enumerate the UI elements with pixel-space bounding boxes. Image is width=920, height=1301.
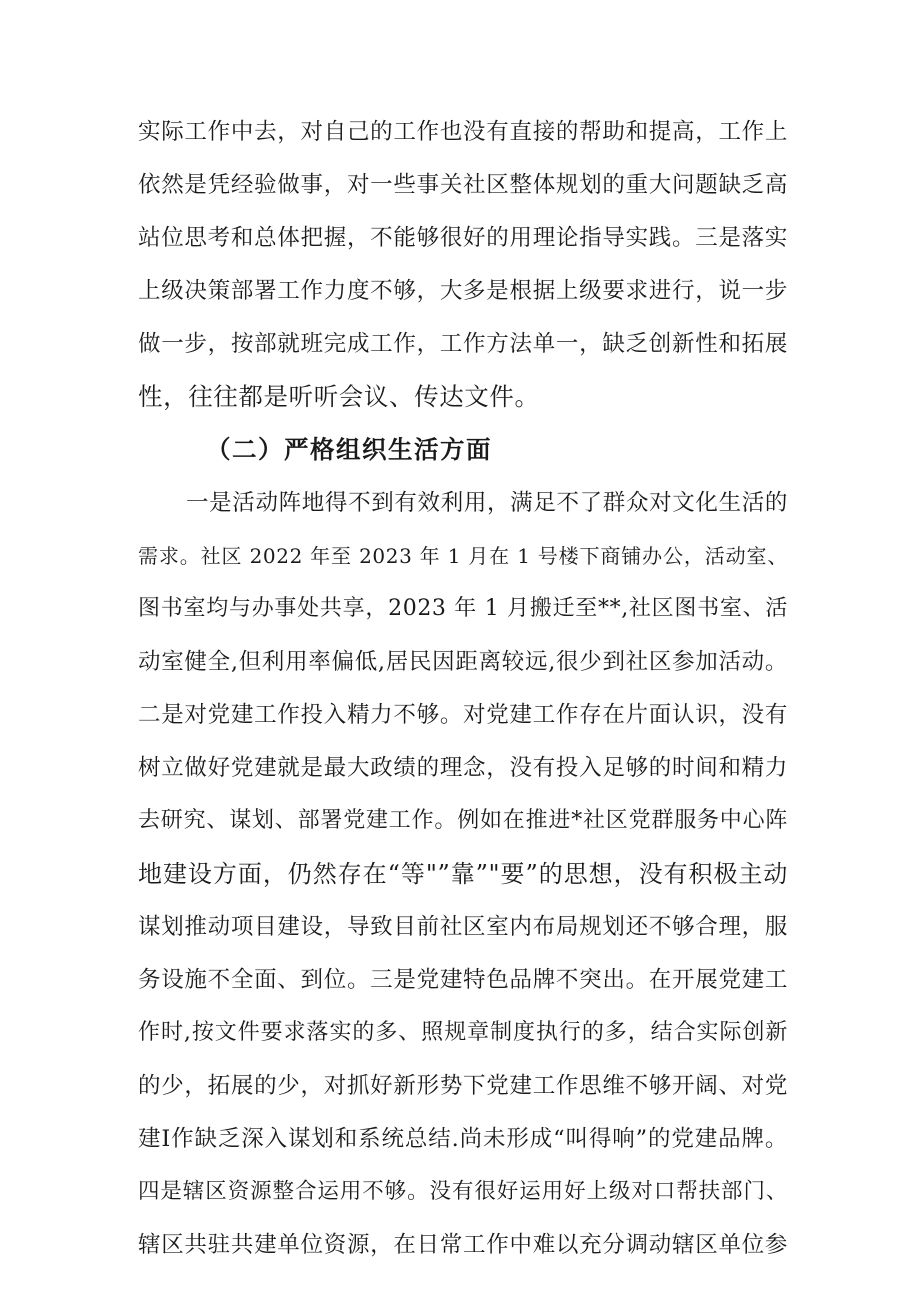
body-text-line: 做一步，按部就班完成工作，工作方法单一，缺乏创新性和拓展 — [138, 331, 788, 357]
section-heading: （二）严格组织生活方面 — [206, 435, 492, 464]
body-text-line: 去研究、谋划、部署党建工作。例如在推进*社区党群服务中心阵 — [138, 808, 788, 833]
body-text-line: 依然是凭经验做事，对一些事关社区整体规划的重大问题缺乏高 — [138, 172, 788, 198]
body-text-line: 四是辖区资源整合运用不够。没有很好运用好上级对口帮扶部门、 — [138, 1179, 788, 1204]
body-text-line: 站位思考和总体把握，不能够很好的用理论指导实践。三是落实 — [138, 225, 788, 251]
body-text-line: 的少，拓展的少，对抓好新形势下党建工作思维不够开阔、对党 — [138, 1073, 788, 1099]
body-text-line: 动室健全,但利用率偏低,居民因距离较远,很少到社区参加活动。 — [138, 649, 788, 675]
body-text-line: 建I作缺乏深入谋划和系统总结.尚未形成“叫得响”的党建品牌。 — [138, 1126, 788, 1152]
body-text-line: 作时,按文件要求落实的多、照规章制度执行的多，结合实际创新 — [138, 1020, 788, 1045]
body-text-line: 谋划推动项目建设，导致目前社区室内布局规划还不够合理，服 — [138, 914, 788, 940]
body-text-line: 务设施不全面、到位。三是党建特色品牌不突出。在开展党建工 — [138, 967, 788, 993]
body-text-line: 图书室均与办事处共享，2023 年 1 月搬迁至**,社区图书室、活 — [138, 596, 788, 621]
body-text-line: 上级决策部署工作力度不够，大多是根据上级要求进行，说一步 — [138, 278, 788, 304]
body-text-line: 需求。社区 2022 年至 2023 年 1 月在 1 号楼下商铺办公，活动室、 — [138, 544, 788, 568]
body-text-line: 实际工作中去，对自己的工作也没有直接的帮助和提高，工作上 — [138, 119, 788, 145]
body-text-line: 辖区共驻共建单位资源，在日常工作中难以充分调动辖区单位参 — [138, 1232, 788, 1258]
body-text-line: 树立做好党建就是最大政绩的理念，没有投入足够的时间和精力 — [138, 755, 788, 781]
body-text-line: 地建设方面，仍然存在“等"”靠”"要”的思想，没有积极主动 — [138, 860, 788, 888]
body-text-line: 二是对党建工作投入精力不够。对党建工作存在片面认识，没有 — [138, 702, 788, 728]
body-text-line: 一是活动阵地得不到有效利用，满足不了群众对文化生活的 — [186, 490, 788, 516]
body-text-line: 性，往往都是听听会议、传达文件。 — [138, 382, 540, 411]
